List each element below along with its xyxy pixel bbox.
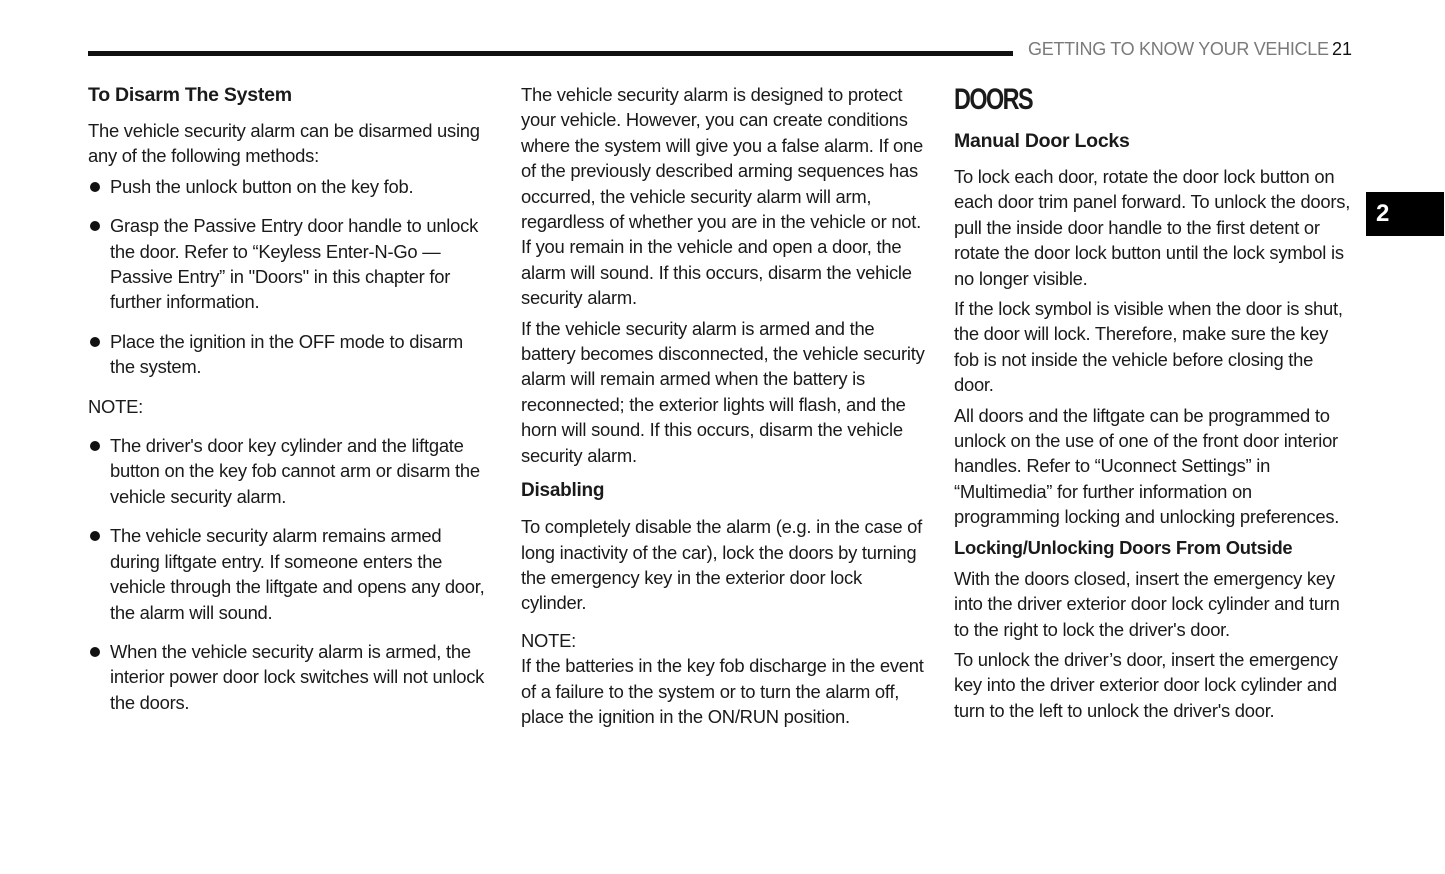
paragraph: To lock each door, rotate the door lock button on each door trim panel forward. To unlock the doors, pull the inside door handle to the first detent or rotate the door lock button until the lock symbol is no longer visible. (954, 166, 1351, 289)
list-item: The vehicle security alarm remains armed during liftgate entry. If someone enters the vehicle through the liftgate and opens any door, the alarm will sound. (88, 523, 492, 625)
paragraph: The vehicle security alarm can be disarmed using any of the following methods: (88, 120, 480, 167)
bullet-list (88, 174, 492, 380)
note-label: NOTE: (521, 629, 576, 651)
column-2 (521, 82, 925, 734)
paragraph: To completely disable the alarm (e.g. in the case of long inactivity of the car), lock the doors by turning the emergency key in the exterior door lock cylinder. (521, 516, 923, 614)
paragraph: The vehicle security alarm is designed to protect your vehicle. However, you can create conditions where the system will give you a false alarm. If one of the previously described arming sequences has occurred, the vehicle security alarm will arm, regardless of whether you are in the vehicle or not. If you remain in the vehicle and open a door, the alarm will sound. If this occurs, disarm the vehicle security alarm. (521, 84, 923, 309)
column-1 (88, 82, 492, 729)
paragraph: If the vehicle security alarm is armed and the battery becomes disconnected, the vehicle security alarm will remain armed when the battery is reconnected; the exterior lights will flash, and the horn will sound. If this occurs, disarm the vehicle security alarm. (521, 317, 925, 466)
heading-manual-door-locks: Manual Door Locks (954, 130, 1130, 152)
section-title: GETTING TO KNOW YOUR VEHICLE (1028, 39, 1329, 59)
paragraph: With the doors closed, insert the emergency key into the driver exterior door lock cylinder and turn to the right to lock the driver's door. (954, 567, 1340, 640)
paragraph: To unlock the driver’s door, insert the emergency key into the driver exterior door lock cylinder and turn to the left to unlock the driver's door. (954, 648, 1338, 721)
column-3 (954, 82, 1356, 728)
chapter-tab: 2 (1366, 192, 1444, 236)
list-item: When the vehicle security alarm is armed, the interior power door lock switches will not unlock the doors. (88, 639, 492, 715)
list-item: The driver's door key cylinder and the liftgate button on the key fob cannot arm or disarm the vehicle security alarm. (88, 433, 492, 509)
note-label: NOTE: (88, 395, 143, 417)
list-item: Grasp the Passive Entry door handle to unlock the door. Refer to “Keyless Enter-N-Go — Passive Entry” in "Doors" in this chapter for further information. (88, 213, 492, 315)
paragraph: All doors and the liftgate can be programmed to unlock on the use of one of the front door interior handles. Refer to “Uconnect Settings” in “Multimedia” for further information on programming locking and unlocking preferences. (954, 404, 1340, 528)
list-item: Place the ignition in the OFF mode to disarm the system. (88, 329, 492, 380)
section-heading-doors: DOORS (954, 83, 1033, 116)
note-text: If the batteries in the key fob discharge in the event of a failure to the system or to turn the alarm off, place the ignition in the ON/RUN position. (521, 655, 924, 727)
header-rule (88, 51, 1013, 56)
list-item: Push the unlock button on the key fob. (88, 174, 492, 199)
paragraph: If the lock symbol is visible when the door is shut, the door will lock. Therefore, make sure the key fob is not inside the vehicle before closing the door. (954, 298, 1343, 396)
note-list (88, 433, 492, 715)
heading-disarm: To Disarm The System (88, 84, 292, 106)
subheading-locking-outside: Locking/Unlocking Doors From Outside (954, 536, 1293, 558)
heading-disabling: Disabling (521, 480, 605, 502)
page-number: 21 (1332, 39, 1353, 59)
